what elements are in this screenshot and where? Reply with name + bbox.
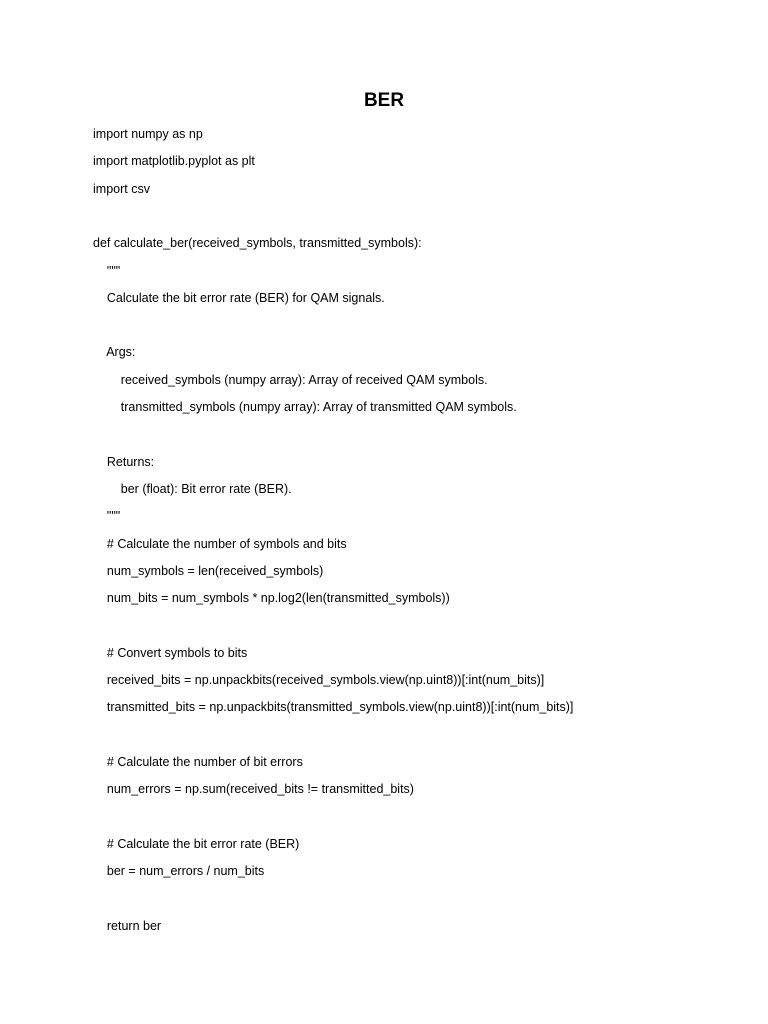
code-line: num_bits = num_symbols * np.log2(len(transmitted_symbols)) bbox=[93, 591, 450, 605]
code-line: """ bbox=[93, 509, 121, 523]
code-line: Returns: bbox=[93, 455, 155, 469]
code-line: # Calculate the number of symbols and bits bbox=[93, 537, 347, 551]
code-line: transmitted_bits = np.unpackbits(transmitted_symbols.view(np.uint8))[:int(num_bits)] bbox=[93, 700, 574, 714]
code-line: Args: bbox=[93, 345, 136, 359]
code-line: received_symbols (numpy array): Array of received QAM symbols. bbox=[93, 373, 488, 387]
code-line: def calculate_ber(received_symbols, transmitted_symbols): bbox=[93, 236, 422, 250]
document-title: BER bbox=[363, 90, 405, 111]
code-line: # Convert symbols to bits bbox=[93, 646, 248, 660]
code-line: received_bits = np.unpackbits(received_symbols.view(np.uint8))[:int(num_bits)] bbox=[93, 673, 545, 687]
code-line: """ bbox=[93, 264, 121, 278]
code-line: # Calculate the number of bit errors bbox=[93, 755, 303, 769]
code-line: ber = num_errors / num_bits bbox=[93, 864, 265, 878]
code-line: import csv bbox=[93, 182, 150, 196]
code-line: import numpy as np bbox=[93, 127, 203, 141]
code-line: ber (float): Bit error rate (BER). bbox=[93, 482, 292, 496]
code-line: return ber bbox=[93, 919, 162, 933]
code-line: # Calculate the bit error rate (BER) bbox=[93, 837, 300, 851]
code-line: transmitted_symbols (numpy array): Array of transmitted QAM symbols. bbox=[93, 400, 517, 414]
code-line: num_symbols = len(received_symbols) bbox=[93, 564, 324, 578]
code-line: Calculate the bit error rate (BER) for QAM signals. bbox=[93, 291, 385, 305]
code-line: num_errors = np.sum(received_bits != transmitted_bits) bbox=[93, 782, 414, 796]
code-line: import matplotlib.pyplot as plt bbox=[93, 154, 255, 168]
